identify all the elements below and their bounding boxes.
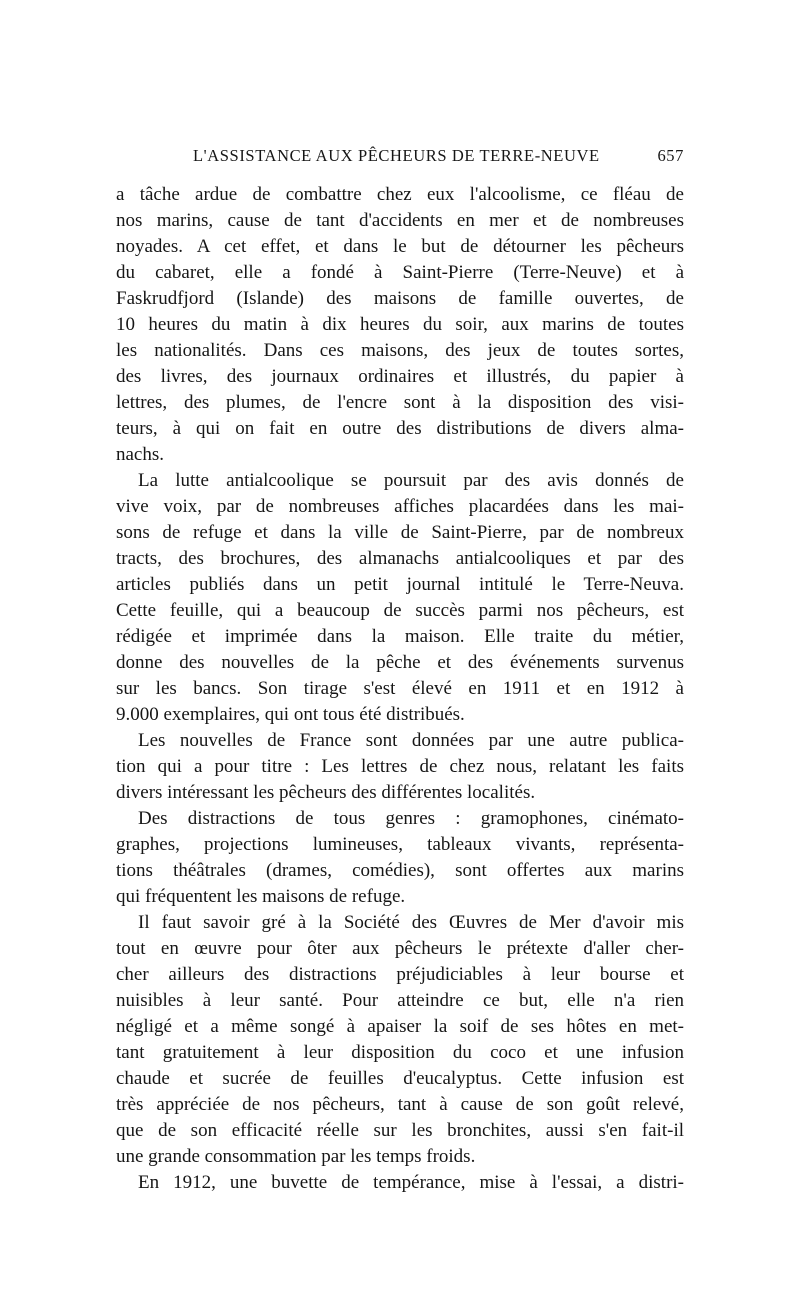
text-line: teurs, à qui on fait en outre des distributions de divers alma- [116,418,684,439]
text-line: lettres, des plumes, de l'encre sont à la disposition des visi- [116,392,684,413]
text-line: noyades. A cet effet, et dans le but de détourner les pêcheurs [116,236,684,257]
running-title: L'ASSISTANCE AUX PÊCHEURS DE TERRE-NEUVE [193,146,600,165]
text-line: Cette feuille, qui a beaucoup de succès parmi nos pêcheurs, est [116,600,684,621]
text-line: a tâche ardue de combattre chez eux l'alcoolisme, ce fléau de [116,184,684,205]
text-line: très appréciée de nos pêcheurs, tant à cause de son goût relevé, [116,1094,684,1115]
text-line: nachs. [116,444,165,465]
text-line: Il faut savoir gré à la Société des Œuvres de Mer d'avoir mis [138,912,684,933]
text-line: nos marins, cause de tant d'accidents en mer et de nombreuses [116,210,684,231]
text-line: tant gratuitement à leur disposition du coco et une infusion [116,1042,684,1063]
text-line: tout en œuvre pour ôter aux pêcheurs le prétexte d'aller cher- [116,938,684,959]
text-line: sons de refuge et dans la ville de Saint-Pierre, par de nombreux [116,522,684,543]
text-line: divers intéressant les pêcheurs des différentes localités. [116,782,536,803]
text-line: négligé et a même songé à apaiser la soif de ses hôtes en met- [116,1016,684,1037]
text-line: vive voix, par de nombreuses affiches placardées dans les mai- [116,496,684,517]
text-line: En 1912, une buvette de tempérance, mise à l'essai, a distri- [138,1172,684,1193]
page-number: 657 [657,146,684,165]
text-line: que de son efficacité réelle sur les bronchites, aussi s'en fait-il [116,1120,684,1141]
text-line: graphes, projections lumineuses, tableaux vivants, représenta- [116,834,684,855]
text-line: articles publiés dans un petit journal intitulé le Terre-Neuva. [116,574,684,595]
text-line: Des distractions de tous genres : gramophones, cinémato- [138,808,684,829]
text-line: cher ailleurs des distractions préjudiciables à leur bourse et [116,964,684,985]
text-line: donne des nouvelles de la pêche et des événements survenus [116,652,684,673]
text-line: tion qui a pour titre : Les lettres de chez nous, relatant les faits [116,756,684,777]
text-line: tracts, des brochures, des almanachs antialcooliques et par des [116,548,684,569]
text-line: nuisibles à leur santé. Pour atteindre ce but, elle n'a rien [116,990,684,1011]
text-line: des livres, des journaux ordinaires et illustrés, du papier à [116,366,684,387]
text-line: sur les bancs. Son tirage s'est élevé en 1911 et en 1912 à [116,678,684,699]
text-line: une grande consommation par les temps froids. [116,1146,476,1167]
text-line: qui fréquentent les maisons de refuge. [116,886,406,907]
text-line: Les nouvelles de France sont données par une autre publica- [138,730,684,751]
text-line: chaude et sucrée de feuilles d'eucalyptus. Cette infusion est [116,1068,684,1089]
text-line: du cabaret, elle a fondé à Saint-Pierre (Terre-Neuve) et à [116,262,684,283]
text-line: 9.000 exemplaires, qui ont tous été distribués. [116,704,465,725]
text-line: rédigée et imprimée dans la maison. Elle traite du métier, [116,626,684,647]
text-line: 10 heures du matin à dix heures du soir, aux marins de toutes [116,314,684,335]
text-line: tions théâtrales (drames, comédies), sont offertes aux marins [116,860,684,881]
text-line: les nationalités. Dans ces maisons, des jeux de toutes sortes, [116,340,684,361]
text-line: La lutte antialcoolique se poursuit par des avis donnés de [138,470,684,491]
text-line: Faskrudfjord (Islande) des maisons de famille ouvertes, de [116,288,684,309]
running-header [116,146,684,170]
